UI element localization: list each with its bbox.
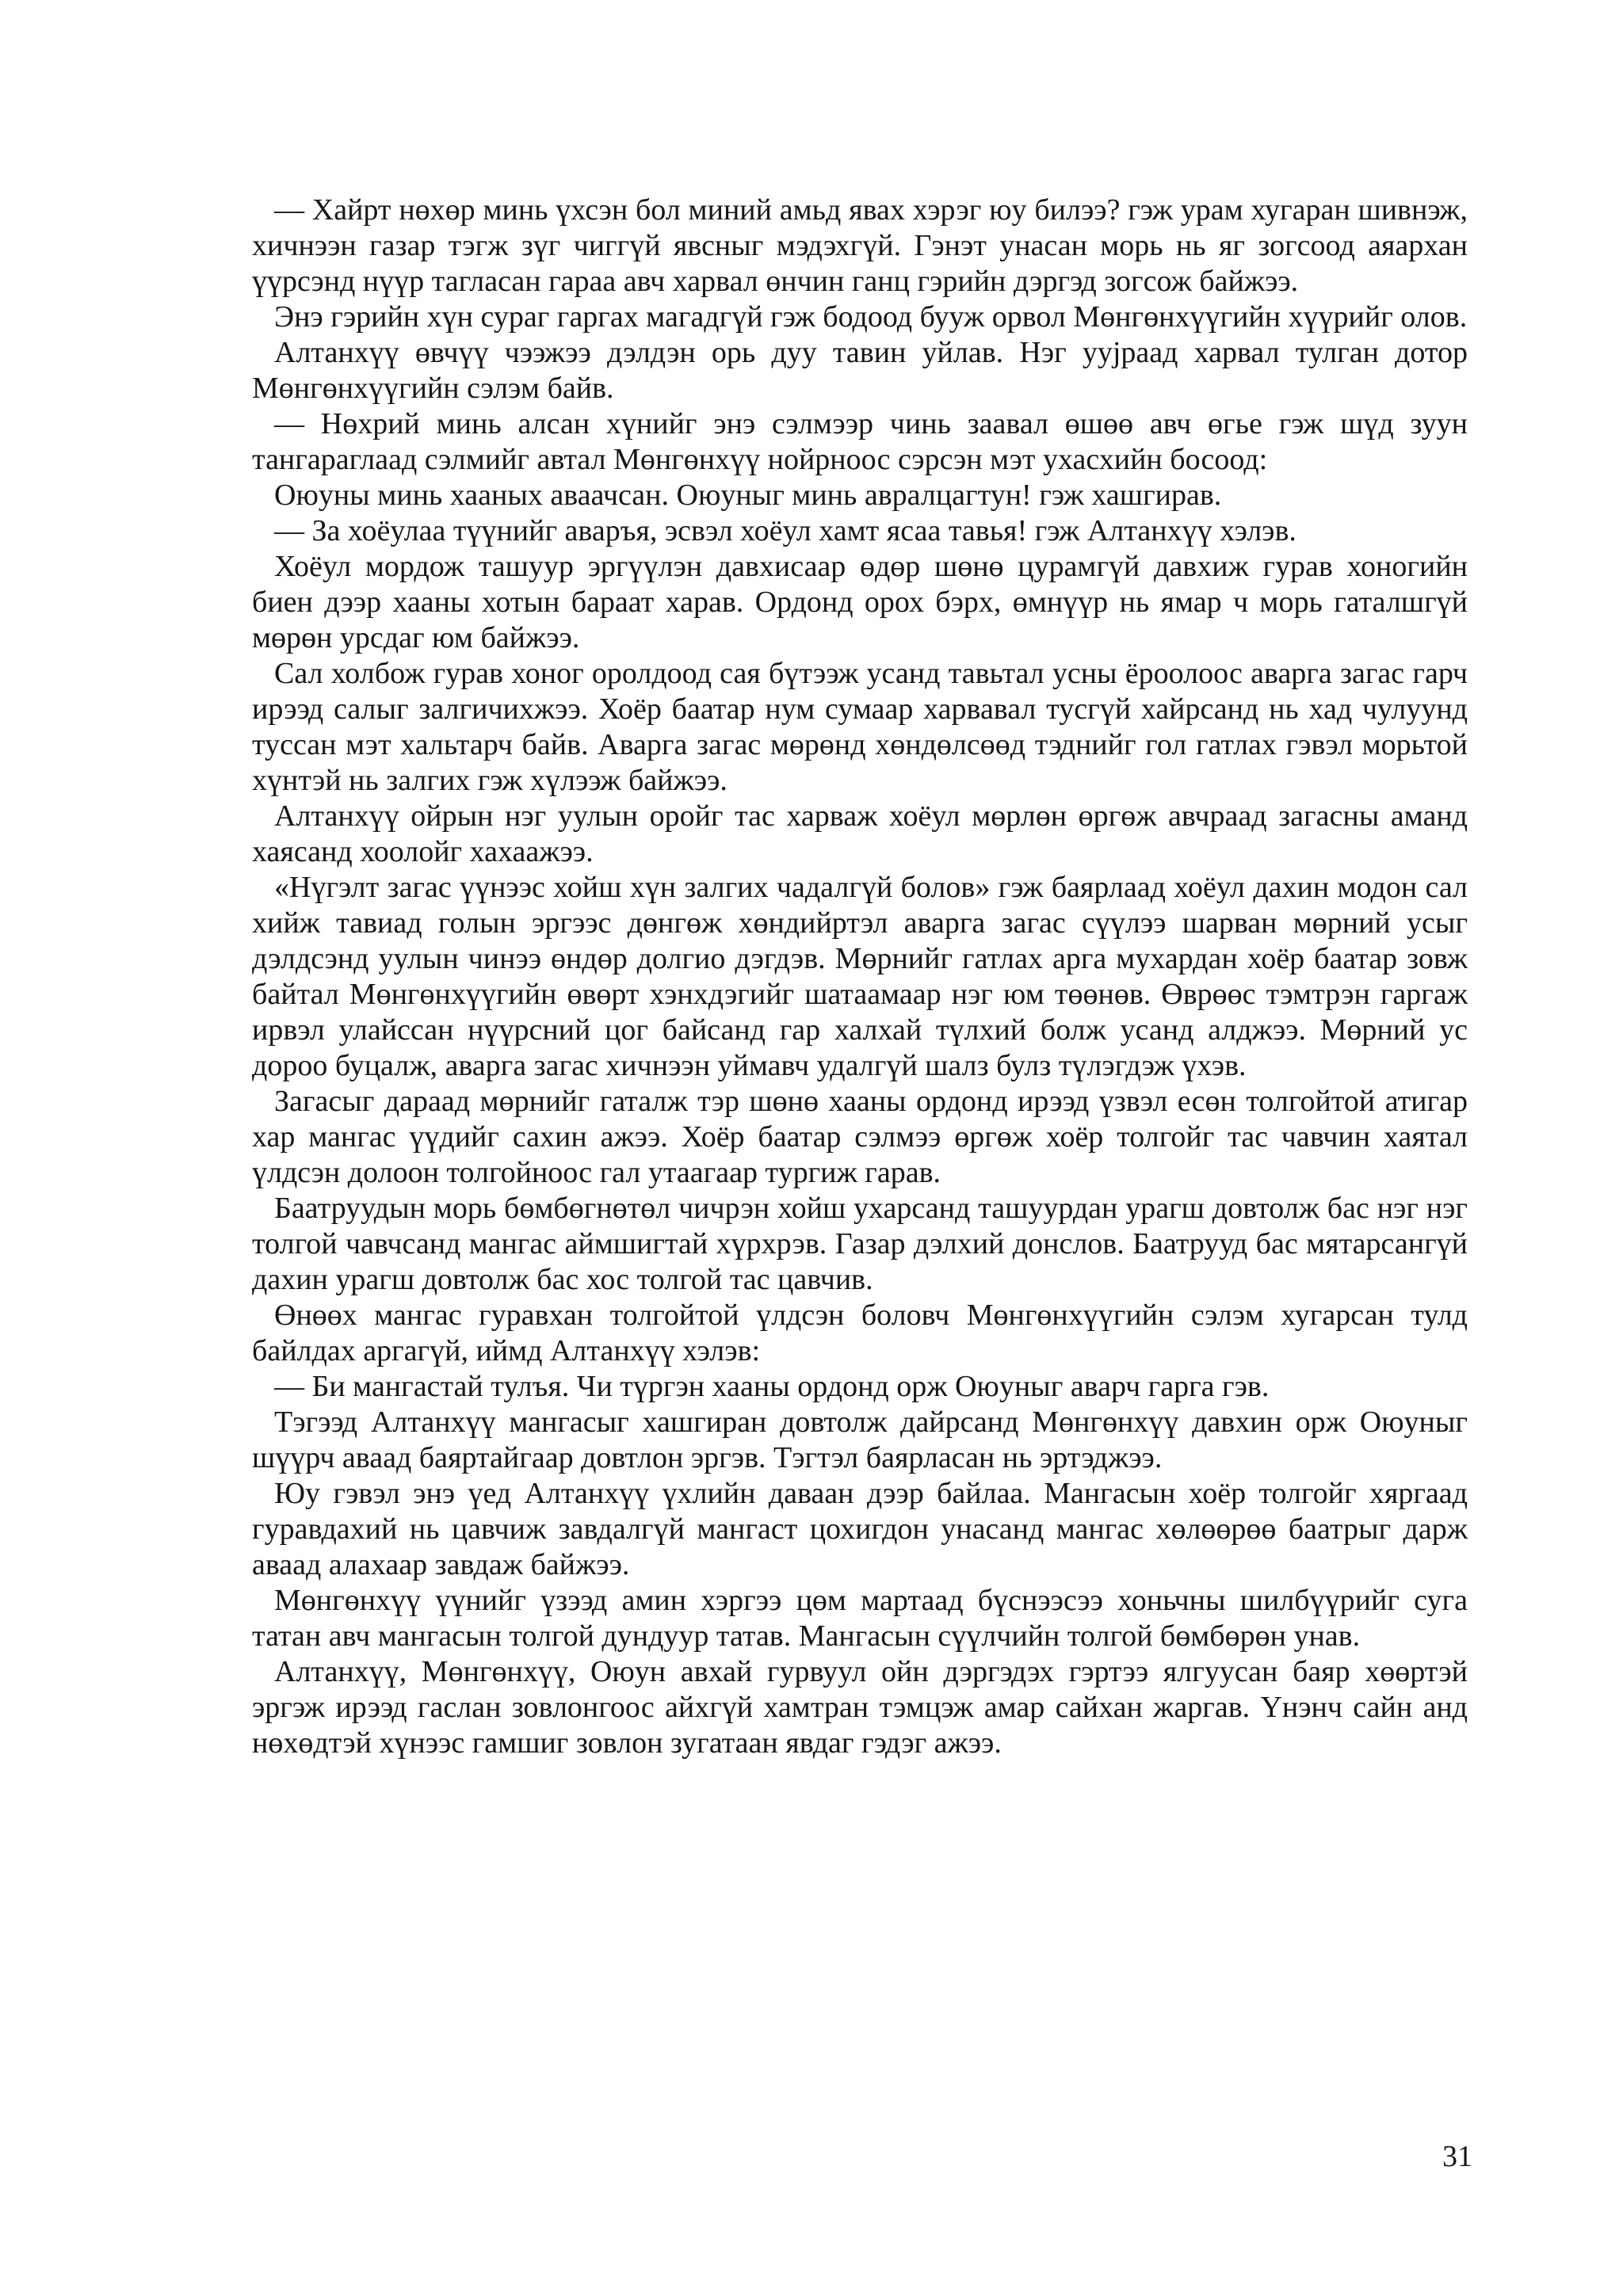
paragraph-7: Хоёул мордож ташуур эргүүлэн давхисаар өдөр шөнө цурамгүй давхиж гурав хоногийн биен дээр хааны хотын бараат харав. Ордонд орох бэрх, өмнүүр нь ямар ч морь гаталшгүй мөрөн урсдаг юм байжээ. bbox=[252, 550, 1468, 654]
paragraph-15: Тэгээд Алтанхүү мангасыг хашгиран довтолж дайрсанд Мөнгөнхүү давхин орж Оюуныг шүүрч аваад баяртайгаар довтлон эргэв. Тэгтэл баярласан нь эртэджээ. bbox=[252, 1405, 1468, 1474]
paragraph-8: Сал холбож гурав хоног оролдоод сая бүтээж усанд тавьтал усны ёроолоос аварга загас гарч ирээд салыг залгичихжээ. Хоёр баатар нум сумаар харвавал тусгүй хайрсанд нь хад чулуунд туссан мэт хальтарч байв. Аварга загас мөрөнд хөндөлсөөд тэднийг гол гатлах гэвэл морьтой хүнтэй нь залгих гэж хүлээж байжээ. bbox=[252, 657, 1468, 797]
paragraph-1: — Хайрт нөхөр минь үхсэн бол миний амьд явах хэрэг юу билээ? гэж урам хугаран шивнэж, хичнээн газар тэгж зүг чиггүй явсныг мэдэхгүй. Гэнэт унасан морь нь яг зогсоод аяархан үүрсэнд нүүр тагласан гараа авч харвал өнчин ганц гэрийн дэргэд зогсож байжээ. bbox=[252, 193, 1468, 298]
paragraph-16: Юу гэвэл энэ үед Алтанхүү үхлийн даваан дээр байлаа. Мангасын хоёр толгойг хяргаад гуравдахий нь цавчиж завдалгүй мангаст цохигдон унасанд мангас хөлөөрөө баатрыг дарж аваад алахаар завдаж байжээ. bbox=[252, 1477, 1468, 1581]
paragraph-13: Өнөөх мангас гуравхан толгойтой үлдсэн боловч Мөнгөнхүүгийн сэлэм хугарсан тулд байлдах аргагүй, иймд Алтанхүү хэлэв: bbox=[252, 1299, 1468, 1367]
page-number: 31 bbox=[1442, 2140, 1472, 2173]
paragraph-9: Алтанхүү ойрын нэг уулын оройг тас харваж хоёул мөрлөн өргөж авчраад загасны аманд хаясанд хоолойг хахаажээ. bbox=[252, 799, 1468, 868]
paragraph-14: — Би мангастай тулъя. Чи түргэн хааны ордонд орж Оюуныг аварч гарга гэв. bbox=[274, 1370, 1270, 1403]
paragraph-2: Энэ гэрийн хүн сураг гаргах магадгүй гэж бодоод бууж орвол Мөнгөнхүүгийн хүүрийг олов. bbox=[274, 300, 1468, 334]
body-text bbox=[252, 193, 1468, 1761]
paragraph-4: — Нөхрий минь алсан хүнийг энэ сэлмээр чинь заавал өшөө авч өгье гэж шүд зуун тангараглаад сэлмийг автал Мөнгөнхүү нойрноос сэрсэн мэт ухасхийн босоод: bbox=[252, 407, 1468, 476]
paragraph-18: Алтанхүү, Мөнгөнхүү, Оюун авхай гурвуул ойн дэргэдэх гэртээ ялгуусан баяр хөөртэй эргэж ирээд гаслан зовлонгоос айхгүй хамтран тэмцэж амар сайхан жаргав. Үнэнч сайн анд нөхөдтэй хүнээс гамшиг зовлон зугатаан явдаг гэдэг ажээ. bbox=[252, 1655, 1468, 1760]
paragraph-3: Алтанхүү өвчүү чээжээ дэлдэн орь дуу тавин уйлав. Нэг ууjраад харвал тулган дотор Мөнгөнхүүгийн сэлэм байв. bbox=[252, 336, 1468, 405]
paragraph-12: Баатруудын морь бөмбөгнөтөл чичрэн хойш ухарсанд ташуурдан урагш довтолж бас нэг нэг толгой чавчсанд мангас аймшигтай хүрхрэв. Газар дэлхий донслов. Баатрууд бас мятарсангүй дахин урагш довтолж бас хос толгой тас цавчив. bbox=[252, 1192, 1468, 1296]
paragraph-11: Загасыг дараад мөрнийг гаталж тэр шөнө хааны ордонд ирээд үзвэл есөн толгойтой атигар хар мангас үүдийг сахин ажээ. Хоёр баатар сэлмээ өргөж хоёр толгойг тас чавчин хаятал үлдсэн долоон толгойноос гал утаагаар тургиж гарав. bbox=[252, 1085, 1468, 1189]
paragraph-5: Оюуны минь хааных аваачсан. Оюуныг минь авралцагтун! гэж хашгирав. bbox=[274, 479, 1222, 512]
paragraph-6: — За хоёулаа түүнийг аваръя, эсвэл хоёул хамт ясаа тавья! гэж Алтанхүү хэлэв. bbox=[274, 514, 1296, 547]
paragraph-17: Мөнгөнхүү үүнийг үзээд амин хэргээ цөм мартаад бүснээсээ хоньчны шилбүүрийг суга татан авч мангасын толгой дундуур татав. Мангасын сүүлчийн толгой бөмбөрөн унав. bbox=[252, 1584, 1468, 1653]
paragraph-10: «Нүгэлт загас үүнээс хойш хүн залгих чадалгүй болов» гэж баярлаад хоёул дахин модон сал хийж тавиад голын эргээс дөнгөж хөндийртэл аварга загас сүүлээ шарван мөрний усыг дэлдсэнд уулын чинээ өндөр долгио дэгдэв. Мөрнийг гатлах арга мухардан хоёр баатар зовж байтал Мөнгөнхүүгийн өвөрт хэнхдэгийг шатаамаар нэг юм төөнөв. Өврөөс тэмтрэн гаргаж ирвэл улайссан нүүрсний цог байсанд гар халхай түлхий болж усанд алджээ. Мөрний ус дороо буцалж, аварга загас хичнээн уймавч удалгүй шалз булз түлэгдэж үхэв. bbox=[252, 871, 1468, 1082]
